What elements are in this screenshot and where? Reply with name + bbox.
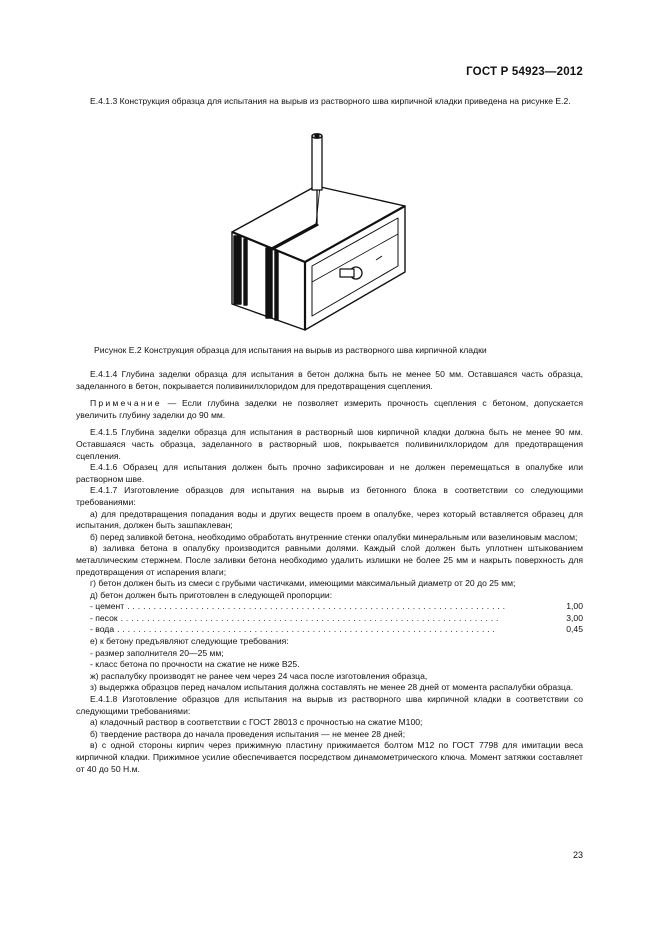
paragraph-e414: Е.4.1.4 Глубина заделки образца для испытания в бетон должна быть не менее 50 мм. Оставшаяся часть образца, заделанного в бетон, покрывается поливинилхлоридом для предотвращения сцепления. — [76, 369, 583, 391]
paragraph-e415: Е.4.1.5 Глубина заделки образца для испытания в растворный шов кирпичной кладки должна быть не менее 90 мм. Оставшаяся часть образца, заделанного в растворный шов, покрывается поливинилхлоридом для предотвращения сцепления. — [76, 427, 583, 461]
list-item-zh: ж) распалубку производят не ранее чем через 24 часа после изготовления образца, — [90, 670, 428, 681]
list-item-a: а) для предотвращения попадания воды и других веществ проем в опалубке, через который вставляется образец для испытания, должен быть зашпаклеван; — [76, 508, 583, 531]
proportion-name: - вода — [90, 624, 115, 635]
main-text — [76, 369, 583, 775]
list-item-e: е) к бетону предъявляют следующие требования: — [90, 636, 289, 647]
paragraph-e417: Е.4.1.7 Изготовление образцов для испытания на вырыв из бетонного блока в соответствии со следующими требованиями: — [76, 485, 583, 507]
note-text: — Если глубина заделки не позволяет измерить прочность сцепления с бетоном, допускается увеличить глубину заделки до 90 мм. — [76, 398, 583, 420]
figure-caption: Рисунок Е.2 Конструкция образца для испытания на вырыв из растворного шва кирпичной кладки — [94, 345, 487, 355]
list-item-e2: - класс бетона по прочности на сжатие не ниже В25. — [90, 659, 300, 670]
proportion-list — [76, 601, 583, 636]
proportion-value: 1,00 — [566, 601, 583, 612]
leader-dots: ........................................................................ — [127, 601, 508, 612]
list-item-g: г) бетон должен быть из смеси с грубыми частичками, имеющими максимальный диаметр от 20 до 25 мм; — [90, 578, 516, 589]
standard-header: ГОСТ Р 54923—2012 — [466, 66, 583, 78]
proportion-name: - цемент — [90, 601, 125, 612]
list-item-z: з) выдержка образцов перед началом испытания должна составлять не менее 28 дней от момента распалубки образца. — [90, 682, 574, 693]
list-item-d: д) бетон должен быть приготовлен в следующей пропорции: — [90, 589, 333, 600]
list-item-b: б) перед заливкой бетона, необходимо обработать внутренние стенки опалубки минеральным или вазелиновым маслом; — [90, 531, 578, 542]
proportion-name: - песок — [90, 612, 118, 623]
mortar-item-a: а) кладочный раствор в соответствии с ГОСТ 28013 с прочностью на сжатие М100; — [90, 717, 423, 728]
proportion-row — [90, 601, 583, 613]
leader-dots: ........................................................................ — [120, 612, 502, 623]
proportion-value: 3,00 — [566, 612, 583, 623]
proportion-value: 0,45 — [566, 624, 583, 635]
paragraph-e418: Е.4.1.8 Изготовление образцов для испытания на вырыв из растворного шва кирпичной кладки в соответствии со следующими требованиями: — [76, 694, 583, 716]
note-label: Примечание — [90, 398, 162, 409]
paragraph-e416: Е.4.1.6 Образец для испытания должен быть прочно зафиксирован и не должен перемещаться в опалубке или растворном шве. — [76, 462, 583, 484]
intro-block — [76, 96, 583, 108]
proportion-row — [90, 613, 583, 625]
list-item-v: в) заливка бетона в опалубку производится равными долями. Каждый слой должен быть уплотнен штыкованием металлическим стержнем. После заливки бетона необходимо удалить излишки не более 25 мм и накрыть поверхность для предотвращения от испарения влаги; — [76, 543, 583, 577]
paragraph-e413: Е.4.1.3 Конструкция образца для испытания на вырыв из растворного шва кирпичной кладки приведена на рисунке Е.2. — [90, 96, 571, 106]
specimen-box-drawing — [200, 126, 450, 336]
mortar-item-b: б) твердение раствора до начала проведения испытания — не менее 28 дней; — [90, 728, 406, 739]
leader-dots: ........................................................................ — [117, 624, 498, 635]
note-paragraph — [76, 398, 583, 421]
page-number: 23 — [572, 850, 583, 860]
mortar-item-v: в) с одной стороны кирпич через прижимную пластину прижимается болтом М12 по ГОСТ 7798 для имитации веса кирпичной кладки. Прижимное усилие обеспечивается посредством динамометрического ключа. Момент затяжки составляет от 40 до 50 Н.м. — [76, 740, 583, 774]
list-item-e1: - размер заполнителя 20—25 мм; — [90, 647, 224, 658]
proportion-row — [90, 624, 583, 636]
